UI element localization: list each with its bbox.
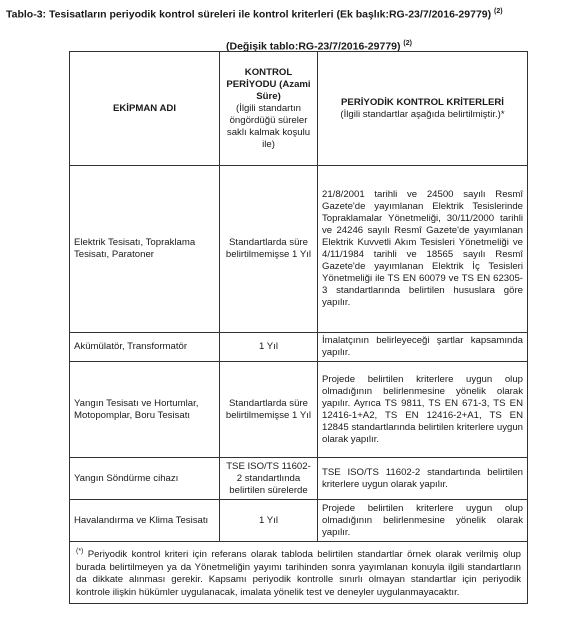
- equipment-cell: Elektrik Tesisatı, Topraklama Tesisatı, Paratoner: [70, 166, 220, 333]
- footnote-cell: [70, 542, 528, 604]
- period-cell: Standartlarda süre belirtilmemişse 1 Yıl: [220, 362, 318, 458]
- footnote-row: [70, 542, 528, 604]
- table-header-row: [70, 52, 528, 166]
- table-row: [70, 333, 528, 362]
- criteria-cell: Projede belirtilen kriterlere uygun olup olmadığının belirlenmesine yönelik olarak yapılır.: [318, 500, 528, 542]
- period-cell: 1 Yıl: [220, 500, 318, 542]
- header-period: [220, 52, 318, 166]
- table-row: [70, 166, 528, 333]
- header-equipment-label: EKİPMAN ADI: [112, 102, 177, 114]
- table-row: [70, 458, 528, 500]
- table-title-text: Tablo-3: Tesisatların periyodik kontrol süreleri ile kontrol kriterleri (Ek başlık:RG-23/7/2016-29779): [6, 8, 492, 21]
- table-row: [70, 362, 528, 458]
- period-cell: 1 Yıl: [220, 333, 318, 362]
- header-criteria-label: PERİYODİK KONTROL KRİTERLERİ: [341, 96, 504, 108]
- equipment-cell: Yangın Söndürme cihazı: [70, 458, 220, 500]
- equipment-cell: Yangın Tesisatı ve Hortumlar, Motopomplar, Boru Tesisatı: [70, 362, 220, 458]
- table-subtitle-text: (Değişik tablo:RG-23/7/2016-29779): [226, 40, 401, 53]
- header-criteria-note: (İlgili standartlar aşağıda belirtilmiştir.)*: [340, 108, 505, 120]
- criteria-cell: 21/8/2001 tarihli ve 24500 sayılı Resmî Gazete'de yayımlanan Elektrik Tesislerinde Topraklamalar Yönetmeliği, 30/11/2000 tarihli ve 24246 sayılı Resmî Gazete'de yayımlanan Elektrik Kuvvetli Akım Tesisleri Yönetmeliği ve 4/11/1984 tarihli ve 18565 sayılı Resmî Gazete'de yayımlanan Elektrik İç Tesisleri Yönetmeliği ile TS EN 60079 ve TS EN 62305-3 standartlarında belirtilen hususlara göre yapılır.: [318, 166, 528, 333]
- footnote-mark: (*): [76, 548, 84, 555]
- table-title-footnote-ref: (2): [494, 8, 503, 15]
- table-row: [70, 500, 528, 542]
- period-cell: Standartlarda süre belirtilmemişse 1 Yıl: [220, 166, 318, 333]
- header-period-label: KONTROL PERİYODU (Azami Süre): [226, 66, 311, 102]
- periodic-control-table: [69, 51, 528, 604]
- header-equipment: [70, 52, 220, 166]
- header-period-note: (İlgili standartın öngördüğü süreler saklı kalmak koşulu ile): [226, 102, 311, 150]
- table-title: [6, 8, 503, 21]
- footnote-text: Periyodik kontrol kriteri için referans olarak tabloda belirtilen standartlar örnek olarak verilmiş olup burada belirtilmeyen ya da Yönetmeliğin yayımı tarihinden sonra yayımlanan konuyla ilgili standartların da dikkate alınması gerekir. Kapsamı periyodik kontrolle sınırlı olmayan standartlar için periyodik kontrole ilişkin hükümler uygulanacak, imalata yönelik test ve deneyler uygulanmayacaktır.: [76, 549, 521, 598]
- period-cell: TSE ISO/TS 11602-2 standartlında belirtilen sürelerde: [220, 458, 318, 500]
- table-subtitle-footnote-ref: (2): [403, 40, 412, 47]
- equipment-cell: Havalandırma ve Klima Tesisatı: [70, 500, 220, 542]
- criteria-cell: TSE ISO/TS 11602-2 standartında belirtilen kriterlere uygun olarak yapılır.: [318, 458, 528, 500]
- header-criteria: [318, 52, 528, 166]
- criteria-cell: İmalatçının belirleyeceği şartlar kapsamında yapılır.: [318, 333, 528, 362]
- criteria-cell: Projede belirtilen kriterlere uygun olup olmadığının belirlenmesine yönelik olarak yapılır. Ayrıca TS 9811, TS EN 671-3, TS EN 12416-1+A2, TS EN 12416-2+A1, TS EN 12845 standartlarında belirtilen kriterlere uygun olarak yapılır.: [318, 362, 528, 458]
- equipment-cell: Akümülatör, Transformatör: [70, 333, 220, 362]
